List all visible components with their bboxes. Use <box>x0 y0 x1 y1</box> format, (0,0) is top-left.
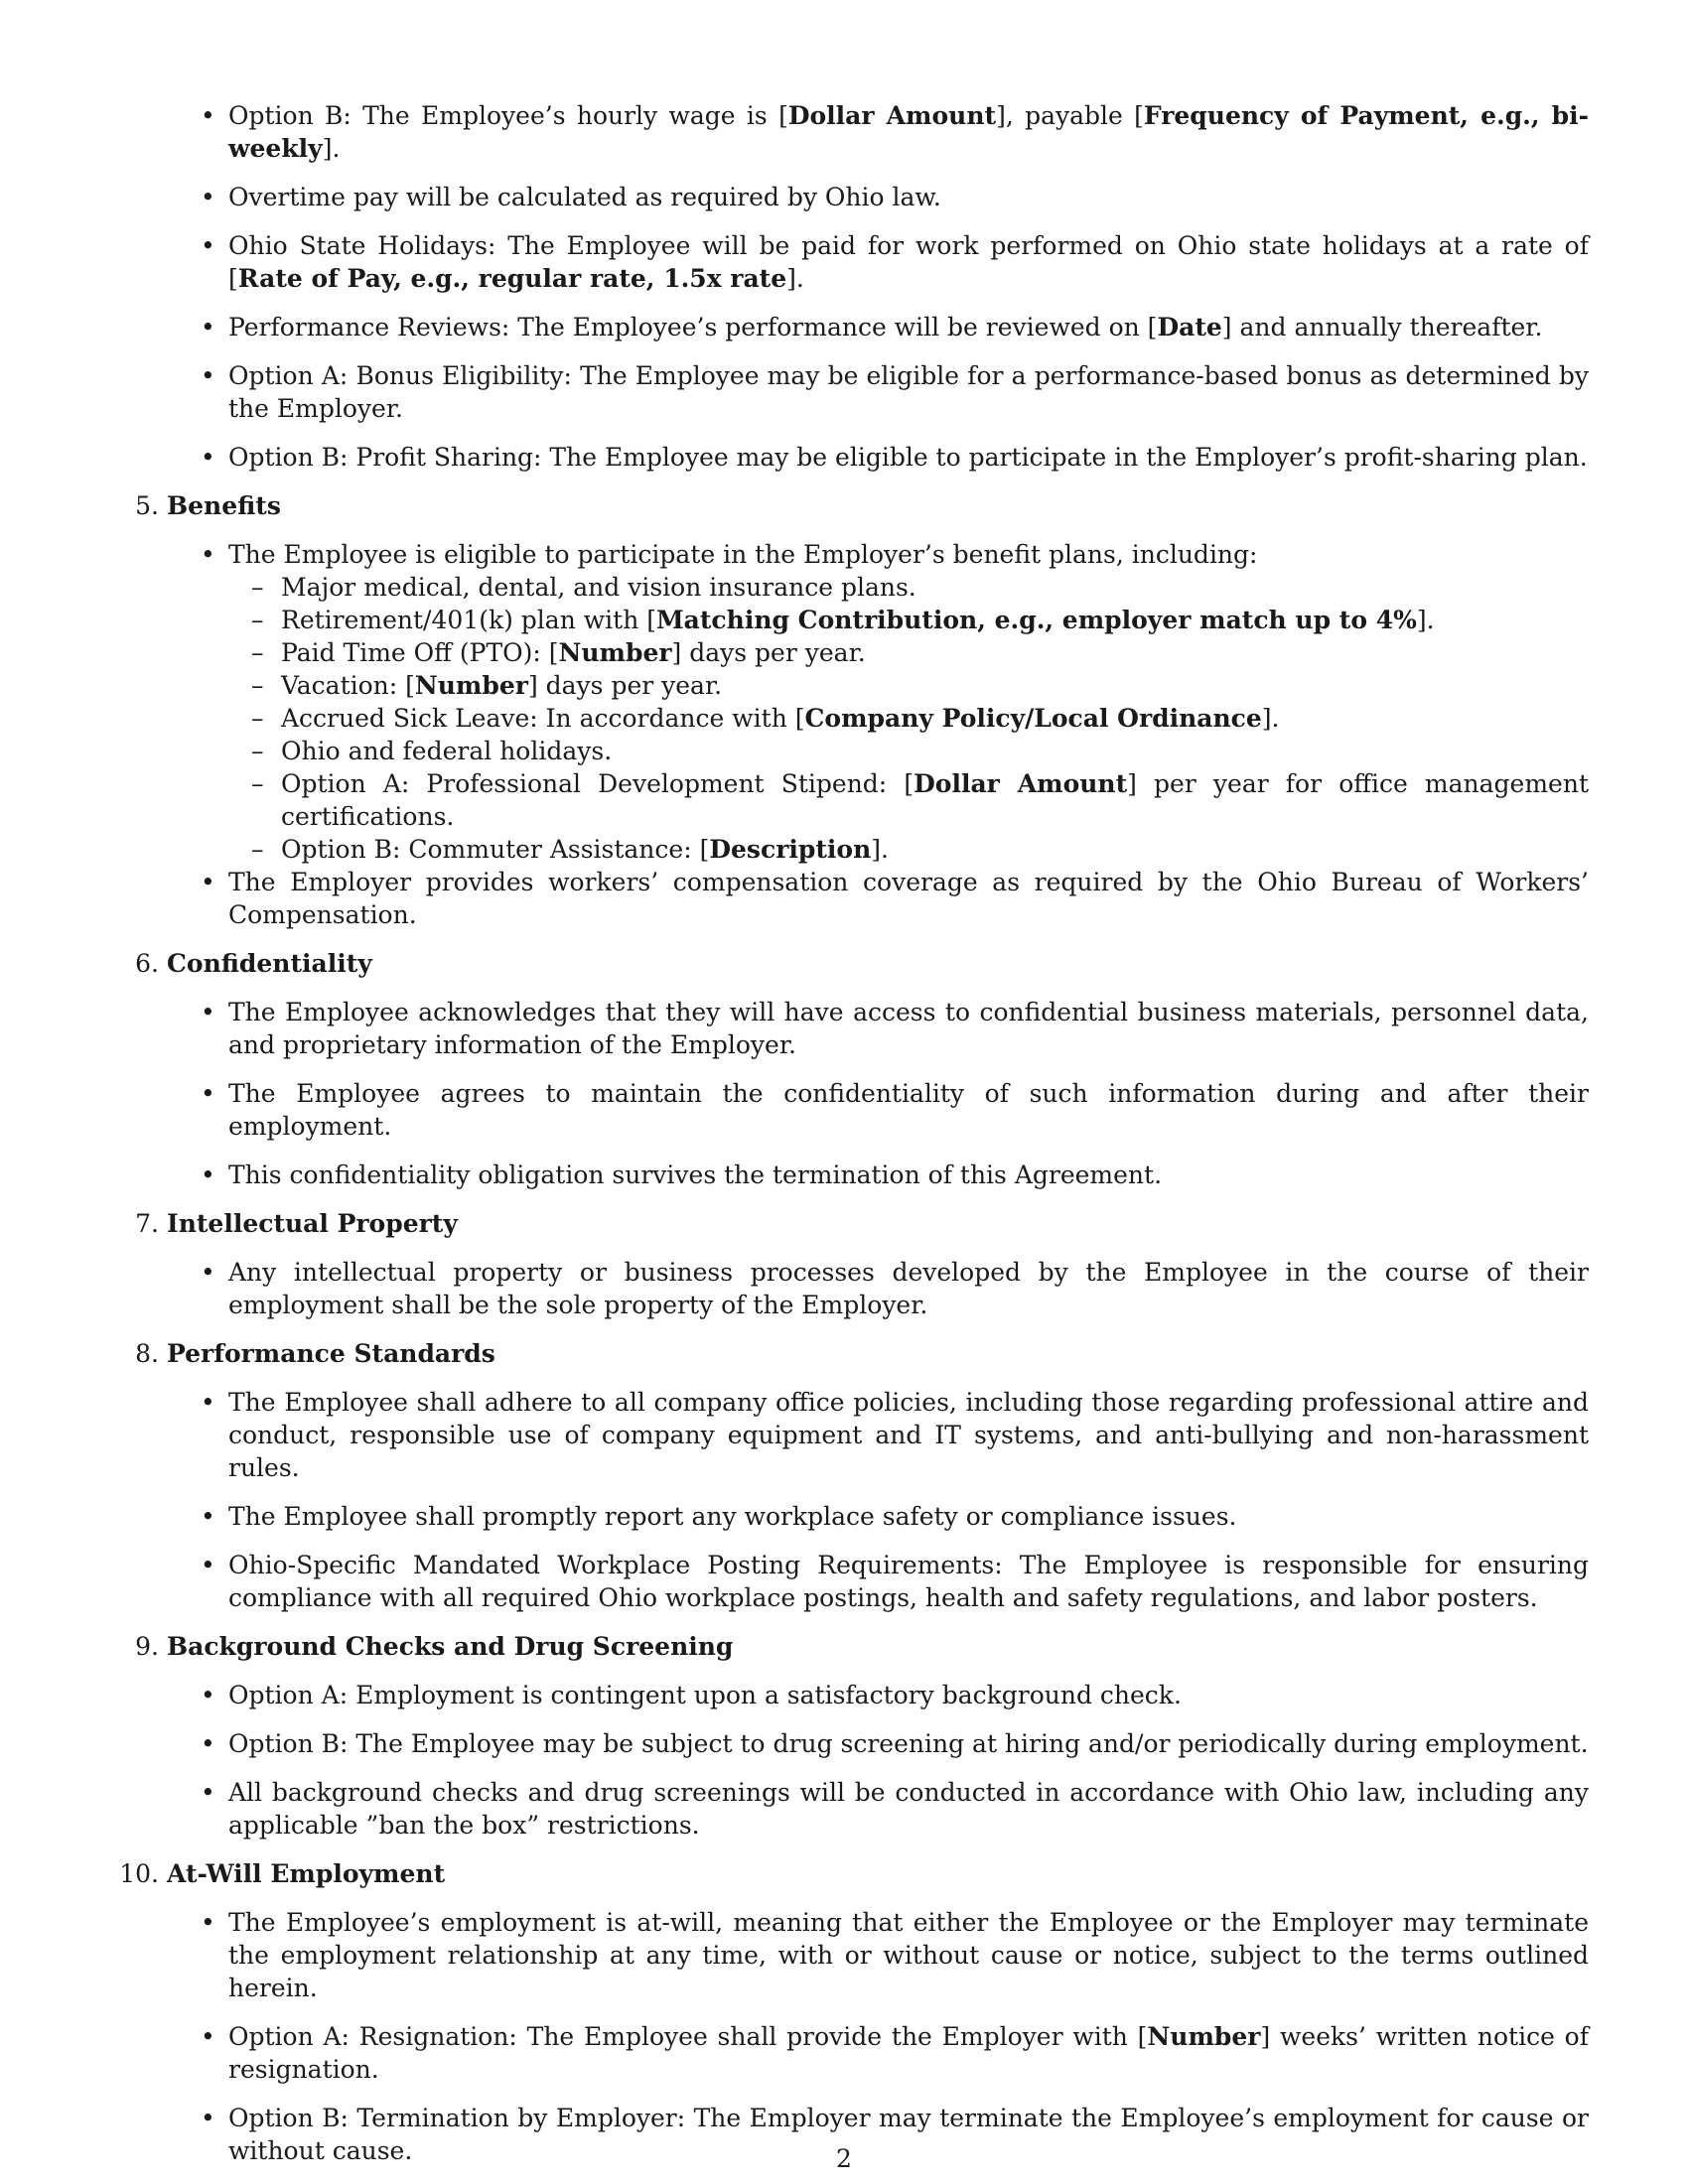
section-title: Intellectual Property <box>167 1209 458 1238</box>
list-item: • Option B: The Employee’s hourly wage is [Dollar Amount], payable [Frequency of Payment, e.g., bi-weekly]. <box>167 99 1589 165</box>
list-item: • Option A: Bonus Eligibility: The Employee may be eligible for a performance-based bonus as determined by the Employer. <box>167 359 1589 425</box>
list-item: • Option B: The Employee may be subject to drug screening at hiring and/or periodically during employment. <box>167 1727 1589 1760</box>
placeholder-field: Number <box>1147 2022 1261 2051</box>
placeholder-field: Frequency of Payment, e.g., bi-weekly <box>228 101 1590 163</box>
section <box>135 1630 1589 1842</box>
section-heading <box>135 947 1589 980</box>
list-item: • Overtime pay will be calculated as required by Ohio law. <box>167 181 1589 213</box>
page-number: 2 <box>836 2144 852 2173</box>
list-item: • Any intellectual property or business processes developed by the Employee in the course of their employment shall be the sole property of the Employer. <box>167 1256 1589 1321</box>
section-heading <box>135 1207 1589 1240</box>
sub-list-item: – Retirement/401(k) plan with [Matching Contribution, e.g., employer match up to 4%]. <box>167 604 1589 636</box>
list-item: • The Employee acknowledges that they will have access to confidential business materials, personnel data, and proprietary information of the Employer. <box>167 996 1589 1061</box>
list-item: • Option B: Termination by Employer: The Employer may terminate the Employee’s employment for cause or without cause. <box>167 2102 1589 2167</box>
section-heading <box>119 1857 1589 1890</box>
section-number: 8. <box>135 1339 159 1368</box>
section-list <box>167 996 1589 1191</box>
placeholder-field: Date <box>1157 313 1222 341</box>
placeholder-field: Matching Contribution, e.g., employer match up to 4% <box>656 606 1417 634</box>
section-title: Performance Standards <box>167 1339 495 1368</box>
section <box>119 1857 1589 2167</box>
section-title: Confidentiality <box>167 949 372 978</box>
list-item: • Option B: Profit Sharing: The Employee may be eligible to participate in the Employer’s profit-sharing plan. <box>167 441 1589 474</box>
placeholder-field: Number <box>558 638 672 667</box>
placeholder-field: Rate of Pay, e.g., regular rate, 1.5x rate <box>237 264 787 293</box>
section-heading <box>135 1630 1589 1663</box>
section-list <box>167 1256 1589 1321</box>
list-item: • The Employee shall promptly report any workplace safety or compliance issues. <box>167 1500 1589 1533</box>
document-page <box>119 99 1590 2183</box>
sections <box>119 489 1589 2167</box>
list-item: • Option A: Resignation: The Employee shall provide the Employer with [Number] weeks’ written notice of resignation. <box>167 2020 1589 2086</box>
section-list <box>167 1679 1589 1842</box>
section-heading <box>135 1337 1589 1370</box>
placeholder-field: Dollar Amount <box>787 101 997 130</box>
section <box>135 489 1589 931</box>
section-number: 5. <box>135 491 159 520</box>
continuation-list <box>167 99 1589 474</box>
section-title: Benefits <box>167 491 281 520</box>
sub-list-item: – Major medical, dental, and vision insurance plans. <box>167 571 1589 604</box>
placeholder-field: Dollar Amount <box>914 769 1128 798</box>
section-number: 10. <box>119 1859 159 1888</box>
section-title: At-Will Employment <box>167 1859 446 1888</box>
section-list <box>167 1906 1589 2167</box>
sub-list-item: – Ohio and federal holidays. <box>167 735 1589 767</box>
list-item: • Ohio-Specific Mandated Workplace Posting Requirements: The Employee is responsible for ensuring compliance with all required Ohio workplace postings, health and safety regulations, and labor posters. <box>167 1549 1589 1614</box>
placeholder-field: Number <box>414 671 528 700</box>
list-item: • Ohio State Holidays: The Employee will be paid for work performed on Ohio state holidays at a rate of [Rate of Pay, e.g., regular rate, 1.5x rate]. <box>167 229 1589 295</box>
section-list <box>167 538 1589 931</box>
section <box>135 1207 1589 1321</box>
section-number: 9. <box>135 1632 159 1661</box>
list-item: • Performance Reviews: The Employee’s performance will be reviewed on [Date] and annually thereafter. <box>167 311 1589 343</box>
section-heading <box>135 489 1589 522</box>
list-item: • The Employer provides workers’ compensation coverage as required by the Ohio Bureau of Workers’ Compensation. <box>167 866 1589 931</box>
section-number: 7. <box>135 1209 159 1238</box>
sub-list-item: – Option B: Commuter Assistance: [Description]. <box>167 833 1589 866</box>
section-number: 6. <box>135 949 159 978</box>
placeholder-field: Description <box>709 835 872 864</box>
list-item: • This confidentiality obligation survives the termination of this Agreement. <box>167 1159 1589 1191</box>
list-item: • All background checks and drug screenings will be conducted in accordance with Ohio law, including any applicable ”ban the box” restrictions. <box>167 1776 1589 1842</box>
list-item: • Option A: Employment is contingent upon a satisfactory background check. <box>167 1679 1589 1711</box>
list-item: • The Employee agrees to maintain the confidentiality of such information during and after their employment. <box>167 1077 1589 1143</box>
section-title: Background Checks and Drug Screening <box>167 1632 734 1661</box>
section <box>135 1337 1589 1614</box>
sub-list-item: – Accrued Sick Leave: In accordance with [Company Policy/Local Ordinance]. <box>167 702 1589 735</box>
sub-list-item: – Vacation: [Number] days per year. <box>167 669 1589 702</box>
sub-list-item: – Paid Time Off (PTO): [Number] days per year. <box>167 636 1589 669</box>
sub-list <box>167 571 1589 866</box>
list-item: • The Employee shall adhere to all company office policies, including those regarding professional attire and conduct, responsible use of company equipment and IT systems, and anti-bullying and non-harassment rules. <box>167 1386 1589 1484</box>
list-item: • The Employee is eligible to participate in the Employer’s benefit plans, including: – Major medical, dental, and vision insurance plans. – Retirement/401(k) plan with [Matching Contribution, e.g., employer match up to 4%]. – Paid Time Off (PTO): [Number] days per year. – Vacation: [Number] days per year. – Accrued Sick Leave: In accordance with [Company Policy/Local Ordinance]. – Ohio and federal holidays. – Option A: Professional Development Stipend: [Dollar Amount] per year for office management certifications. – Option B: Commuter Assistance: [Description]. <box>167 538 1589 866</box>
sub-list-item: – Option A: Professional Development Stipend: [Dollar Amount] per year for office management certifications. <box>167 767 1589 833</box>
placeholder-field: Company Policy/Local Ordinance <box>804 704 1262 733</box>
section-list <box>167 1386 1589 1614</box>
list-item: • The Employee’s employment is at-will, meaning that either the Employee or the Employer may terminate the employment relationship at any time, with or without cause or notice, subject to the terms outlined herein. <box>167 1906 1589 2004</box>
section <box>135 947 1589 1191</box>
